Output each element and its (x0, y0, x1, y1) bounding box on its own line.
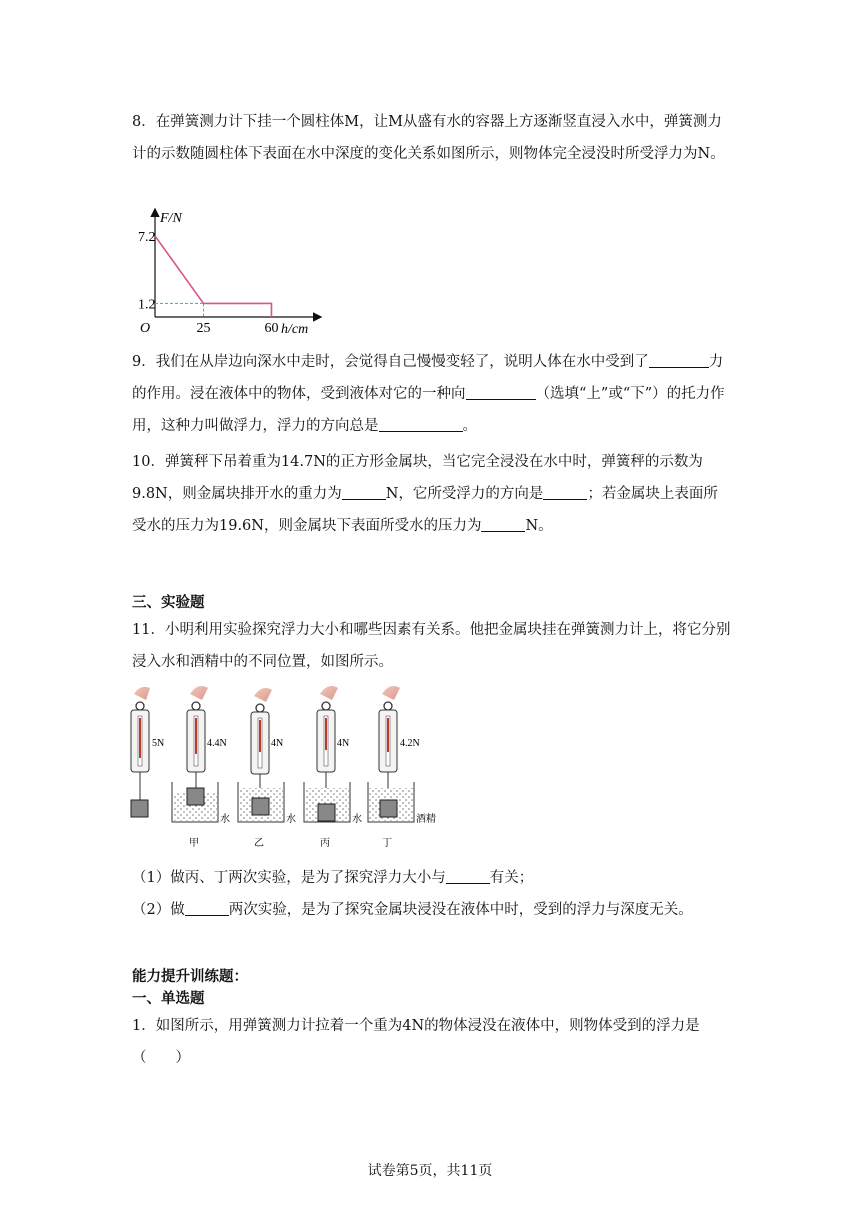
x-tick-label: 25 (196, 321, 211, 336)
spring-scale-1 (131, 687, 164, 817)
origin-label: O (140, 321, 151, 336)
question-11-sub-1 (132, 862, 732, 894)
series-line (155, 236, 271, 317)
answer-blank-1[interactable] (342, 485, 386, 501)
x-tick-label: 60 (264, 321, 279, 336)
page-footer: 试卷第5页，共11页 (367, 1163, 493, 1179)
y-axis-label: F/N (160, 211, 182, 226)
section-heading-ability: 能力提升训练题： (132, 969, 248, 985)
answer-blank-sub1[interactable] (446, 869, 490, 885)
question-9-text-3: （选填“上”或“下”）的托力作用，这种力叫做浮力，浮力的方向总是 (132, 386, 725, 434)
liquid-label-4: 酒精 (416, 814, 436, 825)
caption-yi: 乙 (254, 838, 264, 849)
spring-scale-bing (304, 686, 362, 849)
question-10 (132, 446, 732, 542)
question-10-text-4: N。 (525, 518, 553, 534)
question-10-text-1: 10．弹簧秤下吊着重为14.7N的正方形金属块，当它完全浸没在水中时，弹簧秤的示数为9.8N，则金属块排开水的重力为 (132, 454, 703, 502)
question-1-paren[interactable]: （ ） (132, 1050, 190, 1066)
question-11 (132, 614, 732, 678)
caption-ding: 丁 (382, 838, 392, 849)
reading-2: 4.4N (207, 738, 227, 749)
question-8-unit: N。 (697, 146, 725, 162)
question-8-text: 8．在弹簧测力计下挂一个圆柱体M，让M从盛有水的容器上方逐渐竖直浸入水中，弹簧测力计的示数随圆柱体下表面在水中深度的变化关系如图所示，则物体完全浸没时所受浮力为 (132, 114, 722, 162)
answer-blank-2[interactable] (543, 485, 587, 501)
question-1-text: 1．如图所示，用弹簧测力计拉着一个重为4N的物体浸没在液体中，则物体受到的浮力是 (132, 1018, 700, 1034)
force-depth-chart (140, 206, 330, 336)
reading-4: 4N (337, 738, 350, 749)
spring-scale-ding (368, 686, 436, 849)
question-10-text-3: ；若金属块上表面所受水的压力为19.6N，则金属块下表面所受水的压力为 (132, 486, 718, 534)
sub2-text-b: 两次实验，是为了探究金属块浸没在液体中时，受到的浮力与深度无关。 (228, 902, 693, 918)
answer-blank-sub2[interactable] (185, 901, 229, 917)
liquid-label-2: 水 (286, 814, 296, 825)
x-axis-label: h/cm (281, 322, 309, 337)
question-10-text-2: N，它所受浮力的方向是 (385, 486, 544, 502)
question-9-text-1: 9．我们在从岸边向深水中走时，会觉得自己慢慢变轻了，说明人体在水中受到了 (132, 354, 649, 370)
question-9 (132, 346, 732, 442)
answer-blank-3[interactable] (481, 517, 525, 533)
reading-1: 5N (152, 738, 165, 749)
answer-blank-3[interactable] (379, 417, 463, 433)
question-11-text: 11．小明利用实验探究浮力大小和哪些因素有关系。他把金属块挂在弹簧测力计上，将它分别浸入水和酒精中的不同位置，如图所示。 (132, 622, 731, 670)
question-1 (132, 1010, 732, 1074)
section-heading-experiment: 三、实验题 (132, 595, 205, 611)
section-heading-single-choice: 一、单选题 (132, 991, 205, 1007)
caption-jia: 甲 (189, 838, 199, 849)
liquid-label-1: 水 (220, 814, 230, 825)
answer-blank-1[interactable] (649, 353, 709, 369)
reading-5: 4.2N (400, 738, 420, 749)
question-8 (132, 106, 732, 170)
caption-bing: 丙 (320, 838, 330, 849)
sub1-text-b: 有关； (489, 870, 534, 886)
liquid-label-3: 水 (352, 814, 362, 825)
spring-scale-jia (172, 686, 230, 849)
question-9-text-4: 。 (462, 418, 477, 434)
sub2-text-a: （2）做 (132, 902, 185, 918)
spring-scale-yi (238, 688, 296, 849)
answer-blank-2[interactable] (466, 385, 536, 401)
question-11-sub-2 (132, 894, 732, 926)
y-tick-label: 7.2 (138, 229, 156, 245)
spring-scale-figure (128, 684, 448, 854)
sub1-text-a: （1）做丙、丁两次实验，是为了探究浮力大小与 (132, 870, 446, 886)
reading-3: 4N (271, 738, 284, 749)
question-9-text-2: 力的作用。浸在液体中的物体，受到液体对它的一种向 (132, 354, 724, 402)
y-tick-label: 1.2 (138, 297, 156, 313)
